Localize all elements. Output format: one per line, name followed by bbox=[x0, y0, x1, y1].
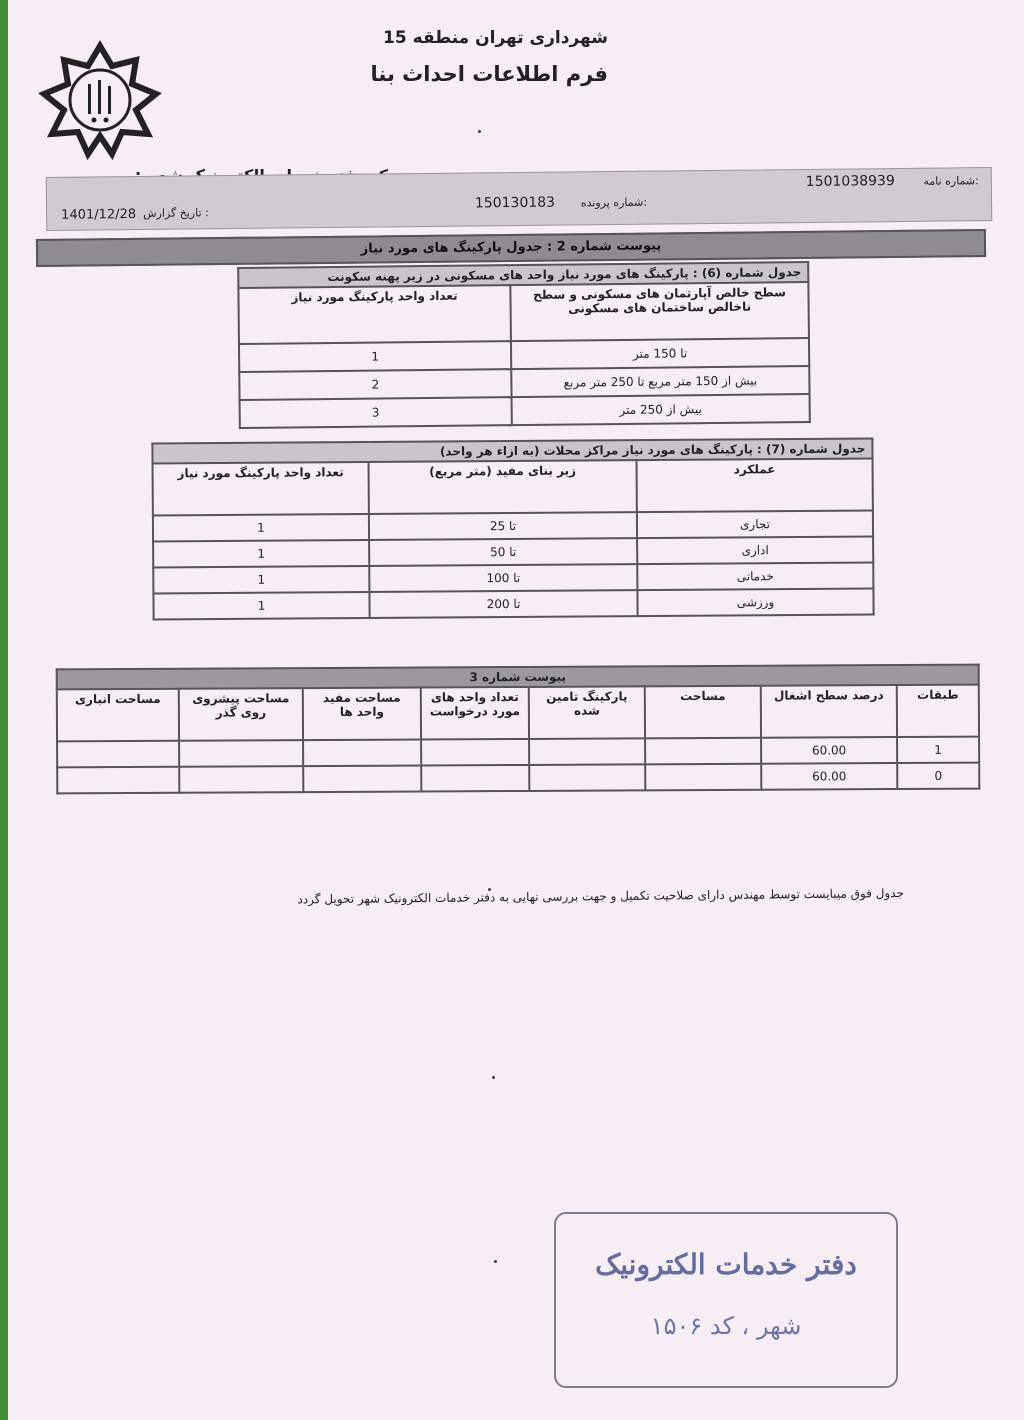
appendix3-cell: 0 bbox=[897, 763, 979, 789]
appendix3-cell bbox=[179, 740, 303, 767]
table-7-header-count: تعداد واحد پارکینگ مورد نیاز bbox=[153, 462, 369, 516]
table-7-cell-area: تا 100 bbox=[369, 564, 637, 592]
appendix3-header-storage: مساحت انباری bbox=[57, 689, 179, 742]
appendix3-cell bbox=[421, 765, 529, 792]
stamp-line-1: دفتر خدمات الکترونیک bbox=[595, 1248, 857, 1281]
appendix3-cell bbox=[645, 738, 761, 765]
appendix3-cell bbox=[645, 764, 761, 791]
appendix3-cell bbox=[529, 738, 645, 765]
appendix3-cell bbox=[57, 741, 179, 768]
table-6 bbox=[237, 261, 811, 429]
table-7-caption: جدول شماره (7) : پارکینگ های مورد نیاز مراکز محلات (به ازاء هر واحد) bbox=[152, 438, 872, 463]
speck bbox=[478, 130, 481, 133]
table-6-caption: جدول شماره (6) : پارکینگ های مورد نیاز واحد های مسکونی در زیر پهنه سکونت bbox=[238, 262, 808, 288]
appendix3-header-overhang: مساحت پیشروی روی گذر bbox=[179, 688, 303, 741]
table-7-cell-function: خدماتی bbox=[637, 562, 873, 590]
office-stamp bbox=[554, 1212, 898, 1388]
appendix3-header-parking: پارکینگ تامین شده bbox=[529, 686, 645, 739]
table-7-cell-count: 1 bbox=[153, 566, 369, 594]
table-7-cell-area: تا 200 bbox=[369, 590, 637, 618]
table-6-cell-area: تا 150 متر bbox=[511, 338, 809, 369]
tehran-municipality-logo-icon bbox=[36, 40, 164, 160]
table-row bbox=[240, 394, 810, 428]
appendix3-header-floors: طبقات bbox=[897, 685, 979, 737]
report-date-label: تاریخ گزارش : bbox=[143, 206, 209, 220]
appendix3-cell bbox=[57, 767, 179, 794]
appendix3-cell: 60.00 bbox=[761, 737, 897, 764]
stamp-line-2: شهر ، کد ۱۵۰۶ bbox=[650, 1312, 802, 1340]
letter-number: 1501038939 bbox=[805, 173, 895, 190]
appendix3-cell: 1 bbox=[897, 737, 979, 763]
appendix3-table bbox=[56, 664, 981, 795]
letter-number-label: شماره نامه: bbox=[923, 174, 979, 188]
document-page bbox=[8, 0, 1024, 1420]
table-7 bbox=[151, 437, 874, 620]
table-6-cell-area: بیش از 150 متر مربع تا 250 متر مربع bbox=[511, 366, 809, 397]
completion-note: جدول فوق میبایست توسط مهندس دارای صلاحیت تکمیل و جهت بررسی نهایی به دفتر خدمات الکترونیک شهر تحویل گردد bbox=[297, 886, 905, 907]
table-7-cell-function: تجاری bbox=[637, 510, 873, 538]
table-7-cell-count: 1 bbox=[153, 592, 369, 620]
speck bbox=[494, 1260, 497, 1263]
appendix3-header-units: تعداد واحد های مورد درخواست bbox=[421, 687, 529, 740]
table-7-cell-count: 1 bbox=[153, 540, 369, 568]
form-title: فرم اطلاعات احداث بنا bbox=[370, 62, 608, 86]
appendix2-heading: پیوست شماره 2 : جدول پارکینگ های مورد نیاز bbox=[36, 229, 986, 267]
table-7-header-area: زیر بنای مفید (متر مربع) bbox=[369, 460, 637, 514]
table-7-cell-area: تا 50 bbox=[369, 538, 637, 566]
info-bar bbox=[46, 167, 993, 231]
appendix3-heading: پیوست شماره 3 bbox=[57, 665, 979, 690]
municipality-name: شهرداری تهران منطقه 15 bbox=[383, 28, 608, 48]
table-7-cell-area: تا 25 bbox=[369, 512, 637, 540]
table-6-header-count: تعداد واحد پارکینگ مورد نیاز bbox=[238, 285, 511, 344]
appendix3-cell bbox=[303, 740, 421, 767]
appendix3-cell bbox=[303, 766, 421, 793]
table-6-cell-count: 3 bbox=[240, 397, 512, 428]
table-row bbox=[57, 763, 979, 794]
appendix3-cell bbox=[529, 764, 645, 791]
table-6-cell-area: بیش از 250 متر bbox=[512, 394, 810, 425]
file-number: 150130183 bbox=[474, 194, 556, 212]
appendix3-header-occupancy: درصد سطح اشغال bbox=[761, 685, 897, 738]
table-7-cell-function: اداری bbox=[637, 536, 873, 564]
appendix3-cell: 60.00 bbox=[761, 763, 897, 790]
file-number-label: شماره پرونده: bbox=[580, 195, 648, 210]
report-date: 1401/12/28 bbox=[61, 207, 137, 223]
table-7-cell-count: 1 bbox=[153, 514, 369, 542]
appendix3-header-area: مساحت bbox=[645, 686, 761, 739]
table-7-cell-function: ورزشی bbox=[637, 588, 873, 616]
speck bbox=[492, 1076, 495, 1079]
table-7-header-function: عملکرد bbox=[637, 458, 873, 512]
appendix3-header-useful-area: مساحت مفید واحد ها bbox=[303, 688, 421, 741]
table-row bbox=[153, 588, 873, 619]
appendix3-cell bbox=[421, 739, 529, 766]
table-6-cell-count: 1 bbox=[239, 341, 511, 372]
table-6-header-area: سطح خالص آپارتمان های مسکونی و سطح ناخالص ساختمان های مسکونی bbox=[510, 282, 809, 341]
table-6-cell-count: 2 bbox=[239, 369, 511, 400]
appendix3-cell bbox=[179, 766, 303, 793]
